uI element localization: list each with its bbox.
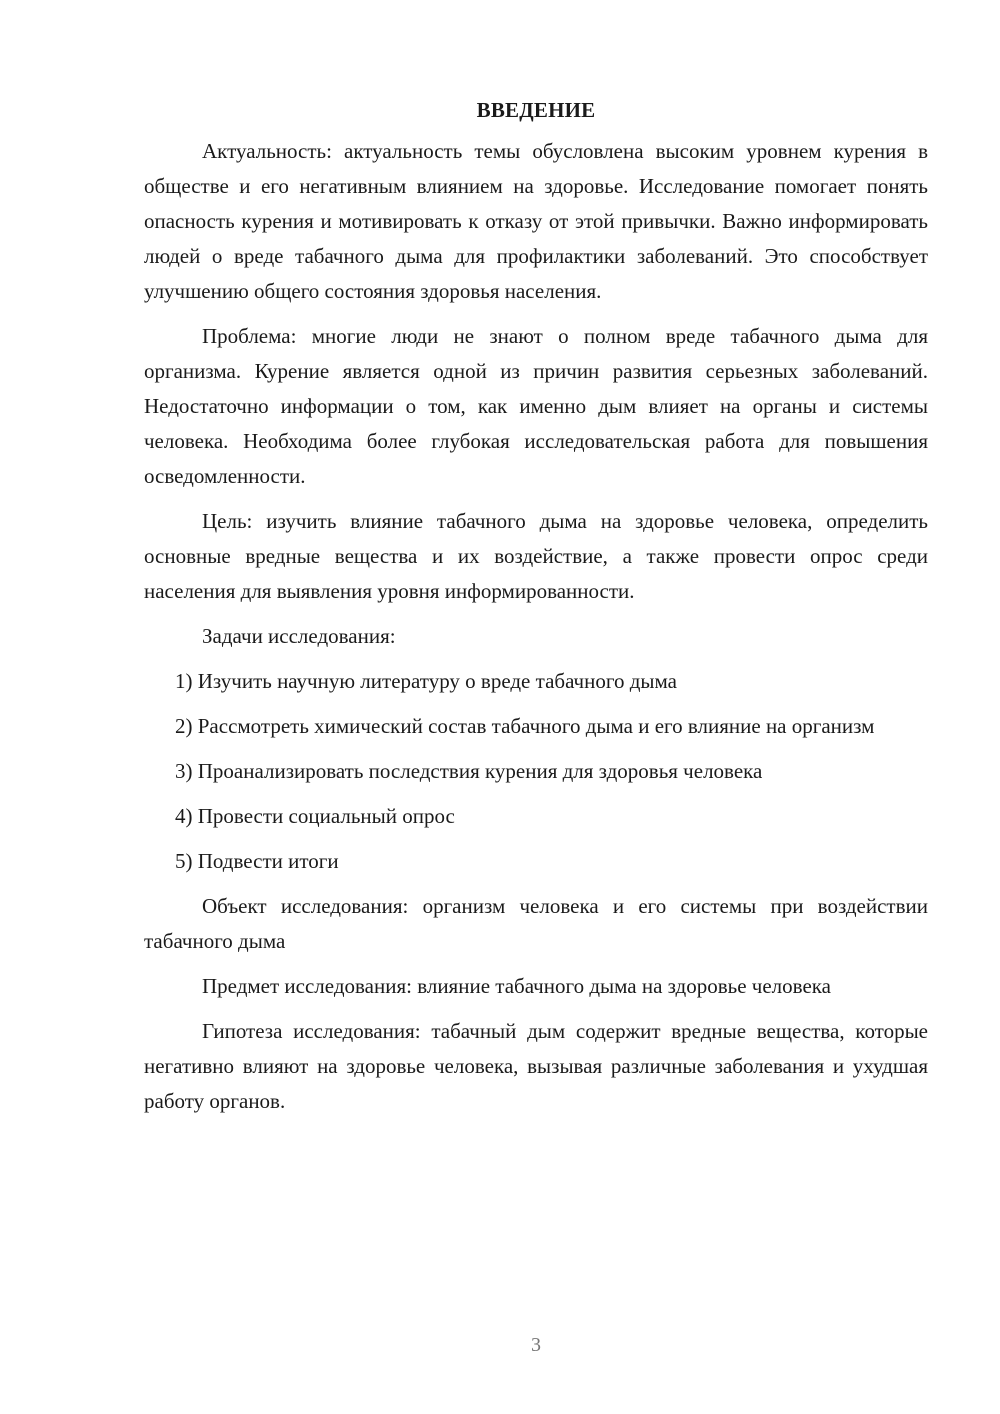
task-item: 1) Изучить научную литературу о вреде табачного дыма: [175, 669, 677, 693]
task-item: 4) Провести социальный опрос: [175, 804, 455, 828]
paragraph-problem: Проблема: многие люди не знают о полном вреде табачного дыма для организма. Курение является одной из причин развития серьезных заболеваний. Недостаточно информации о том, как именно дым влияет на органы и системы человека. Необходима более глубокая исследовательская работа для повышения осведомленности.: [144, 324, 928, 488]
task-item: 5) Подвести итоги: [175, 849, 339, 873]
task-item: 3) Проанализировать последствия курения для здоровья человека: [175, 759, 763, 783]
paragraph-relevance: Актуальность: актуальность темы обусловлена высоким уровнем курения в обществе и его негативным влиянием на здоровье. Исследование помогает понять опасность курения и мотивировать к отказу от этой привычки. Важно информировать людей о вреде табачного дыма для профилактики заболеваний. Это способствует улучшению общего состояния здоровья населения.: [144, 139, 928, 303]
task-item: 2) Рассмотреть химический состав табачного дыма и его влияние на организм: [175, 714, 875, 738]
paragraph-subject: Предмет исследования: влияние табачного дыма на здоровье человека: [202, 974, 831, 998]
paragraph-object: Объект исследования: организм человека и его системы при воздействии табачного дыма: [144, 894, 928, 953]
page-title: ВВЕДЕНИЕ: [476, 98, 596, 122]
page-number: 3: [531, 1334, 541, 1356]
paragraph-goal: Цель: изучить влияние табачного дыма на здоровье человека, определить основные вредные вещества и их воздействие, а также провести опрос среди населения для выявления уровня информированности.: [144, 509, 928, 603]
paragraph-hypothesis: Гипотеза исследования: табачный дым содержит вредные вещества, которые негативно влияют на здоровье человека, вызывая различные заболевания и ухудшая работу органов.: [144, 1019, 928, 1113]
document-page: [144, 95, 928, 1129]
paragraph-tasks-heading: Задачи исследования:: [202, 624, 396, 648]
